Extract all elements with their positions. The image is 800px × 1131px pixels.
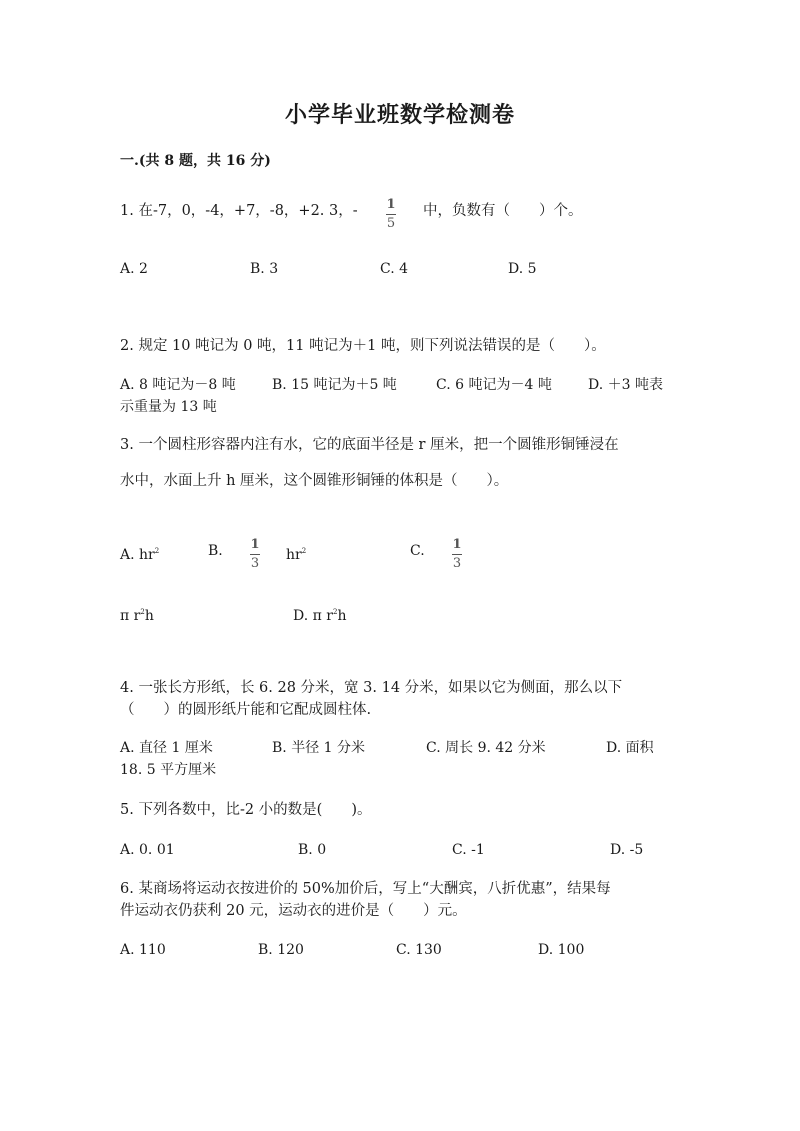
q4-option-d[interactable]: D. 面积 xyxy=(606,740,654,756)
q2-option-b[interactable]: B. 15 吨记为＋5 吨 xyxy=(272,377,397,393)
q1-stem-a: 1. 在-7，0，-4，+7，-8，+2. 3，- xyxy=(120,203,358,219)
q2-option-d[interactable]: D. ＋3 吨表 xyxy=(588,377,663,393)
q3-c-cont-text: π r xyxy=(120,608,141,624)
q3-c-frac-num: 1 xyxy=(452,537,462,552)
section-heading: 一.(共 8 题，共 16 分) xyxy=(120,153,271,169)
q1-fraction xyxy=(386,197,396,232)
q5-stem: 5. 下列各数中，比-2 小的数是( )。 xyxy=(120,802,372,818)
q2-option-c[interactable]: C. 6 吨记为－4 吨 xyxy=(436,377,552,393)
q4-stem-line1: 4. 一张长方形纸，长 6. 28 分米，宽 3. 14 分米，如果以它为侧面，那么以下 xyxy=(120,680,623,696)
q6-stem-line1: 6. 某商场将运动衣按进价的 50%加价后，写上“大酬宾，八折优惠”，结果每 xyxy=(120,881,611,897)
q6-option-d[interactable]: D. 100 xyxy=(538,942,585,958)
q5-option-c[interactable]: C. -1 xyxy=(452,842,485,858)
q6-option-a[interactable]: A. 110 xyxy=(120,942,166,958)
q3-b-frac-den: 3 xyxy=(250,556,260,571)
q3-stem-line1: 3. 一个圆柱形容器内注有水，它的底面半径是 r 厘米，把一个圆锥形铜锤浸在 xyxy=(120,437,619,453)
q3-c-fraction xyxy=(452,537,462,572)
q5-option-a[interactable]: A. 0. 01 xyxy=(120,842,175,858)
q1-option-d[interactable]: D. 5 xyxy=(508,261,537,277)
q3-opt-a-sup: 2 xyxy=(154,547,160,555)
q3-option-c-label[interactable]: C. xyxy=(410,543,425,559)
page-title: 小学毕业班数学检测卷 xyxy=(284,102,515,128)
q3-d-tail: h xyxy=(337,608,347,624)
q6-option-c[interactable]: C. 130 xyxy=(396,942,442,958)
q5-option-b[interactable]: B. 0 xyxy=(298,842,327,858)
q3-b-frac-num: 1 xyxy=(250,537,260,552)
q1-frac-num: 1 xyxy=(386,197,396,212)
q3-d-text: D. π r xyxy=(293,608,333,624)
q6-option-b[interactable]: B. 120 xyxy=(258,942,304,958)
q4-option-d-cont: 18. 5 平方厘米 xyxy=(120,762,217,778)
q3-b-expr-text: hr xyxy=(286,547,302,563)
q6-stem-line2: 件运动衣仍获利 20 元，运动衣的进价是（ ）元。 xyxy=(120,903,467,919)
q3-option-a[interactable] xyxy=(120,540,159,566)
q3-option-b-expr xyxy=(286,540,306,566)
q4-option-a[interactable]: A. 直径 1 厘米 xyxy=(120,740,213,756)
q3-c-frac-den: 3 xyxy=(452,556,462,571)
q3-stem-line2: 水中，水面上升 h 厘米，这个圆锥形铜锤的体积是（ ）。 xyxy=(120,473,509,489)
q3-option-b-label[interactable]: B. xyxy=(208,543,223,559)
q4-option-c[interactable]: C. 周长 9. 42 分米 xyxy=(426,740,546,756)
q3-b-fraction xyxy=(250,537,260,572)
q1-frac-den: 5 xyxy=(386,216,396,231)
q3-option-c-cont xyxy=(120,601,154,627)
q3-option-d[interactable] xyxy=(293,601,346,627)
q3-opt-a-text: A. hr xyxy=(120,547,155,563)
q3-c-cont-tail: h xyxy=(144,608,154,624)
q4-option-b[interactable]: B. 半径 1 分米 xyxy=(272,740,365,756)
q3-b-frac-bar xyxy=(250,554,260,555)
q4-stem-line2: （ ）的圆形纸片能和它配成圆柱体. xyxy=(120,702,372,718)
q1-stem-b: 中，负数有（ ）个。 xyxy=(423,203,583,219)
q2-option-a[interactable]: A. 8 吨记为－8 吨 xyxy=(120,377,236,393)
q3-c-frac-bar xyxy=(452,554,462,555)
q5-option-d[interactable]: D. -5 xyxy=(610,842,644,858)
q1-option-a[interactable]: A. 2 xyxy=(120,261,148,277)
q3-d-sup: 2 xyxy=(332,608,338,616)
q3-c-sup: 2 xyxy=(140,608,145,616)
q1-option-c[interactable]: C. 4 xyxy=(380,261,409,277)
q1-option-b[interactable]: B. 3 xyxy=(250,261,279,277)
q1-frac-bar xyxy=(386,214,396,215)
q2-option-d-cont: 示重量为 13 吨 xyxy=(120,399,217,415)
q3-b-sup: 2 xyxy=(301,547,307,555)
q2-stem: 2. 规定 10 吨记为 0 吨，11 吨记为＋1 吨，则下列说法错误的是（ ）。 xyxy=(120,338,606,354)
